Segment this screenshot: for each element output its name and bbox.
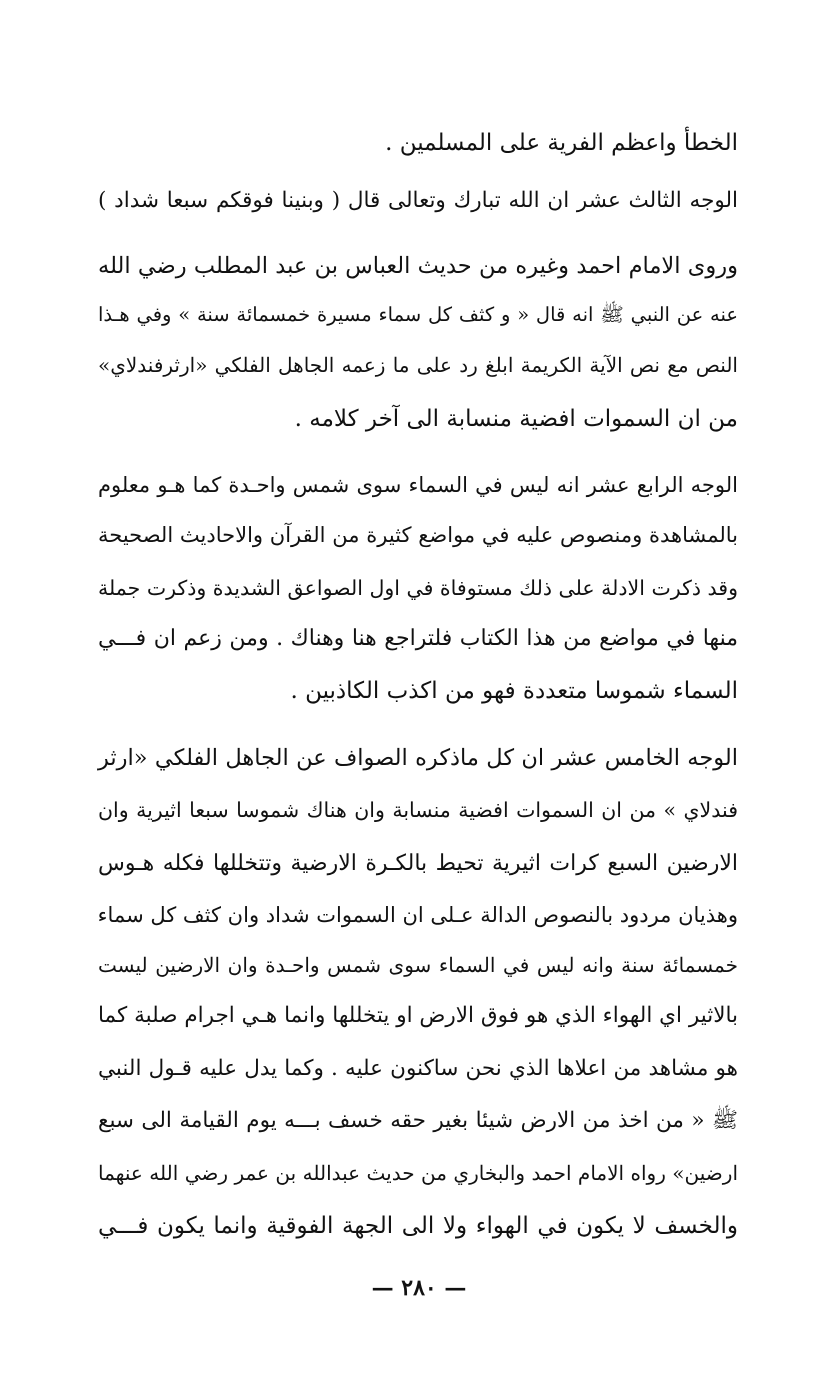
text-line-7: الوجه الرابع عشر انه ليس في السماء سوى شمس واحـدة كما هـو معلوم	[98, 473, 738, 497]
text-line-15: وهذيان مردود بالنصوص الدالة عـلى ان السموات شداد وان كثف كل سماء	[97, 903, 738, 927]
text-line-9: وقد ذكرت الادلة على ذلك مستوفاة في اول الصواعق الشديدة وذكرت جملة	[98, 576, 738, 600]
text-line-4: عنه عن النبي ﷺ انه قال « و كثف كل سماء مسيرة خمسمائة سنة » وفي هـذا	[98, 303, 738, 326]
text-line-19: ﷺ « من اخذ من الارض شيئا بغير حقه خسف بـــه يوم القيامة الى سبع	[98, 1108, 738, 1133]
text-line-3: وروى الامام احمد وغيره من حديث العباس بن عبد المطلب رضي الله	[98, 253, 738, 279]
text-line-10: منها في مواضع من هذا الكتاب فلتراجع هنا وهناك . ومن زعم ان فـــي	[98, 626, 738, 651]
text-line-17: بالاثير اي الهواء الذي هو فوق الارض او يتخللها وانما هـي اجرام صلبة كما	[98, 1003, 738, 1028]
text-line-8: بالمشاهدة ومنصوص عليه في مواضع كثيرة من القرآن والاحاديث الصحيحة	[98, 523, 738, 547]
page-number: — ٢٨٠ —	[371, 1275, 467, 1301]
text-line-11: السماء شموسا متعددة فهو من اكذب الكاذبين .	[290, 678, 738, 704]
text-line-1: الخطأ واعظم الفرية على المسلمين .	[385, 130, 738, 156]
text-line-6: من ان السموات افضية منسابة الى آخر كلامه .	[294, 406, 738, 432]
text-line-5: النص مع نص الآية الكريمة ابلغ رد على ما زعمه الجاهل الفلكي «ارثرفندلاي»	[98, 353, 738, 377]
text-line-14: الارضين السبع كرات اثيرية تحيط بالكـرة الارضية وتتخللها فكله هـوس	[98, 851, 738, 876]
text-line-12: الوجه الخامس عشر ان كل ماذكره الصواف عن الجاهل الفلكي «ارثر	[98, 745, 738, 771]
text-line-18: هو مشاهد من اعلاها الذي نحن ساكنون عليه . وكما يدل عليه قـول النبي	[98, 1056, 738, 1081]
text-line-2: الوجه الثالث عشر ان الله تبارك وتعالى قال ( وبنينا فوقكم سبعا شداد )	[98, 188, 738, 213]
text-line-16: خمسمائة سنة وانه ليس في السماء سوى شمس واحـدة وان الارضين ليست	[98, 953, 738, 977]
text-line-13: فندلاي » من ان السموات افضية منسابة وان هناك شموسا سبعا اثيرية وان	[98, 798, 738, 822]
text-line-20: ارضين» رواه الامام احمد والبخاري من حديث عبدالله بن عمر رضي الله عنهما	[98, 1161, 738, 1185]
text-line-21: والخسف لا يكون في الهواء ولا الى الجهة الفوقية وانما يكون فـــي	[98, 1213, 738, 1239]
